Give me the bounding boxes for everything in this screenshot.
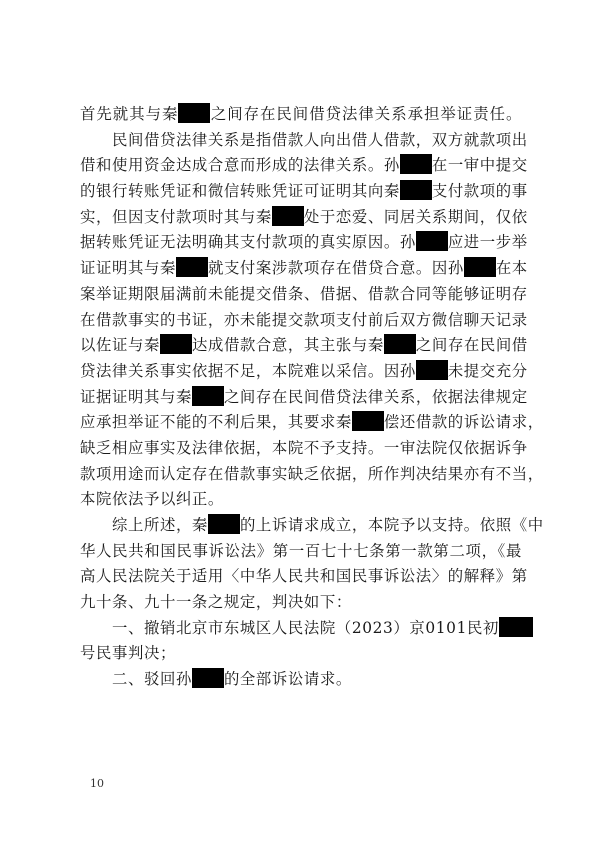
redaction-block [352, 411, 384, 431]
text-run: 综上所述，秦 [80, 516, 208, 534]
text-run: 证证明其与秦 [80, 259, 176, 278]
text-line [80, 128, 528, 154]
text-run: 的银行转账凭证和微信转账凭证可证明其向秦 [80, 182, 400, 201]
text-line [80, 564, 528, 590]
text-run: 证据证明其与秦 [80, 387, 192, 406]
redaction-block [208, 514, 240, 534]
text-line [80, 385, 528, 411]
text-line [80, 205, 528, 231]
text-run: 一、撤销北京市东城区人民法院（2023）京0101民初 [80, 618, 499, 637]
text-run: 应承担举证不能的不利后果，其要求秦 [80, 413, 352, 432]
text-line [80, 153, 528, 179]
redaction-block [499, 617, 533, 637]
text-run: 在本 [495, 259, 528, 278]
text-run: 之间存在民间借贷法律关系，依据法律规定 [223, 387, 528, 406]
redaction-block [192, 386, 224, 406]
text-run: 之间存在民间借 [415, 336, 528, 355]
text-run: 九十条、九十一条之规定，判决如下： [80, 593, 352, 612]
text-run: 首先就其与秦 [80, 105, 179, 123]
text-run: 之间存在民间借贷法律关系承担举证责任。 [210, 105, 522, 123]
text-line [80, 513, 544, 539]
text-line [80, 359, 528, 385]
redaction-block [400, 180, 432, 200]
text-run: 高人民法院关于适用〈中华人民共和国民事诉讼法〉的解释》第 [80, 567, 528, 586]
page-number: 10 [90, 777, 104, 790]
text-run: 支付款项的事 [431, 182, 528, 201]
redaction-block [160, 334, 192, 354]
text-run: 在借款事实的书证，亦未能提交款项支付前后双方微信聊天记录 [80, 310, 528, 329]
text-run: 二、驳回孙 [80, 670, 192, 689]
text-run: 的全部诉讼请求。 [223, 670, 352, 689]
text-run: 就支付案涉款项存在借贷合意。因孙 [207, 259, 464, 278]
redaction-block [176, 257, 208, 277]
text-run: 号民事判决； [80, 644, 176, 663]
text-line [80, 590, 522, 616]
redaction-block [384, 334, 416, 354]
text-line [80, 410, 544, 436]
text-run: 以佐证与秦 [80, 336, 160, 355]
text-line [80, 179, 528, 205]
text-run: 缺乏相应事实及法律依据，本院不予支持。一审法院仅依据诉争 [80, 438, 528, 457]
text-run: 未提交充分 [447, 361, 528, 380]
text-line [80, 539, 522, 565]
text-line [80, 436, 528, 462]
text-run: 借和使用资金达成合意而形成的法律关系。孙 [80, 156, 400, 175]
text-run: 的上诉请求成立，本院予以支持。依照《中 [239, 516, 544, 534]
text-run: 民间借贷法律关系是指借款人向出借人借款，双方就款项出 [80, 130, 528, 149]
redaction-block [272, 206, 304, 226]
text-run: 据转账凭证无法明确其支付款项的真实原因。孙 [80, 233, 416, 252]
text-line [80, 333, 528, 359]
text-line [80, 667, 522, 693]
text-line [80, 616, 522, 642]
text-run: 贷法律关系事实依据不足，本院难以采信。因孙 [80, 361, 416, 380]
redaction-block [192, 668, 224, 688]
text-line [80, 308, 528, 334]
redaction-block [416, 360, 448, 380]
text-run: 款项用途而认定存在借款事实缺乏依据，所作判决结果亦有不当， [80, 464, 544, 483]
text-line [80, 462, 544, 488]
text-run: 偿还借款的诉讼请求， [383, 413, 544, 432]
text-run: 在一审中提交 [431, 156, 528, 175]
redaction-block [464, 257, 496, 277]
text-run: 华人民共和国民事诉讼法》第一百七十七条第一款第二项，《最 [80, 541, 522, 560]
text-line [80, 256, 528, 282]
text-run: 实，但因支付款项时其与秦 [80, 207, 272, 226]
redaction-block [400, 154, 432, 174]
text-run: 案举证期限届满前未能提交借条、借据、借款合同等能够证明存 [80, 284, 528, 303]
redaction-block [178, 103, 210, 123]
text-run: 处于恋爱、同居关系期间，仅依 [303, 207, 528, 226]
text-line [80, 282, 528, 308]
text-line [80, 102, 522, 128]
text-line [80, 230, 528, 256]
text-run: 达成借款合意，其主张与秦 [191, 336, 384, 355]
judgment-text [80, 102, 544, 693]
text-run: 应进一步举 [447, 233, 528, 252]
text-line [80, 487, 522, 513]
text-line [80, 641, 522, 667]
text-run: 本院依法予以纠正。 [80, 490, 224, 509]
redaction-block [416, 231, 448, 251]
